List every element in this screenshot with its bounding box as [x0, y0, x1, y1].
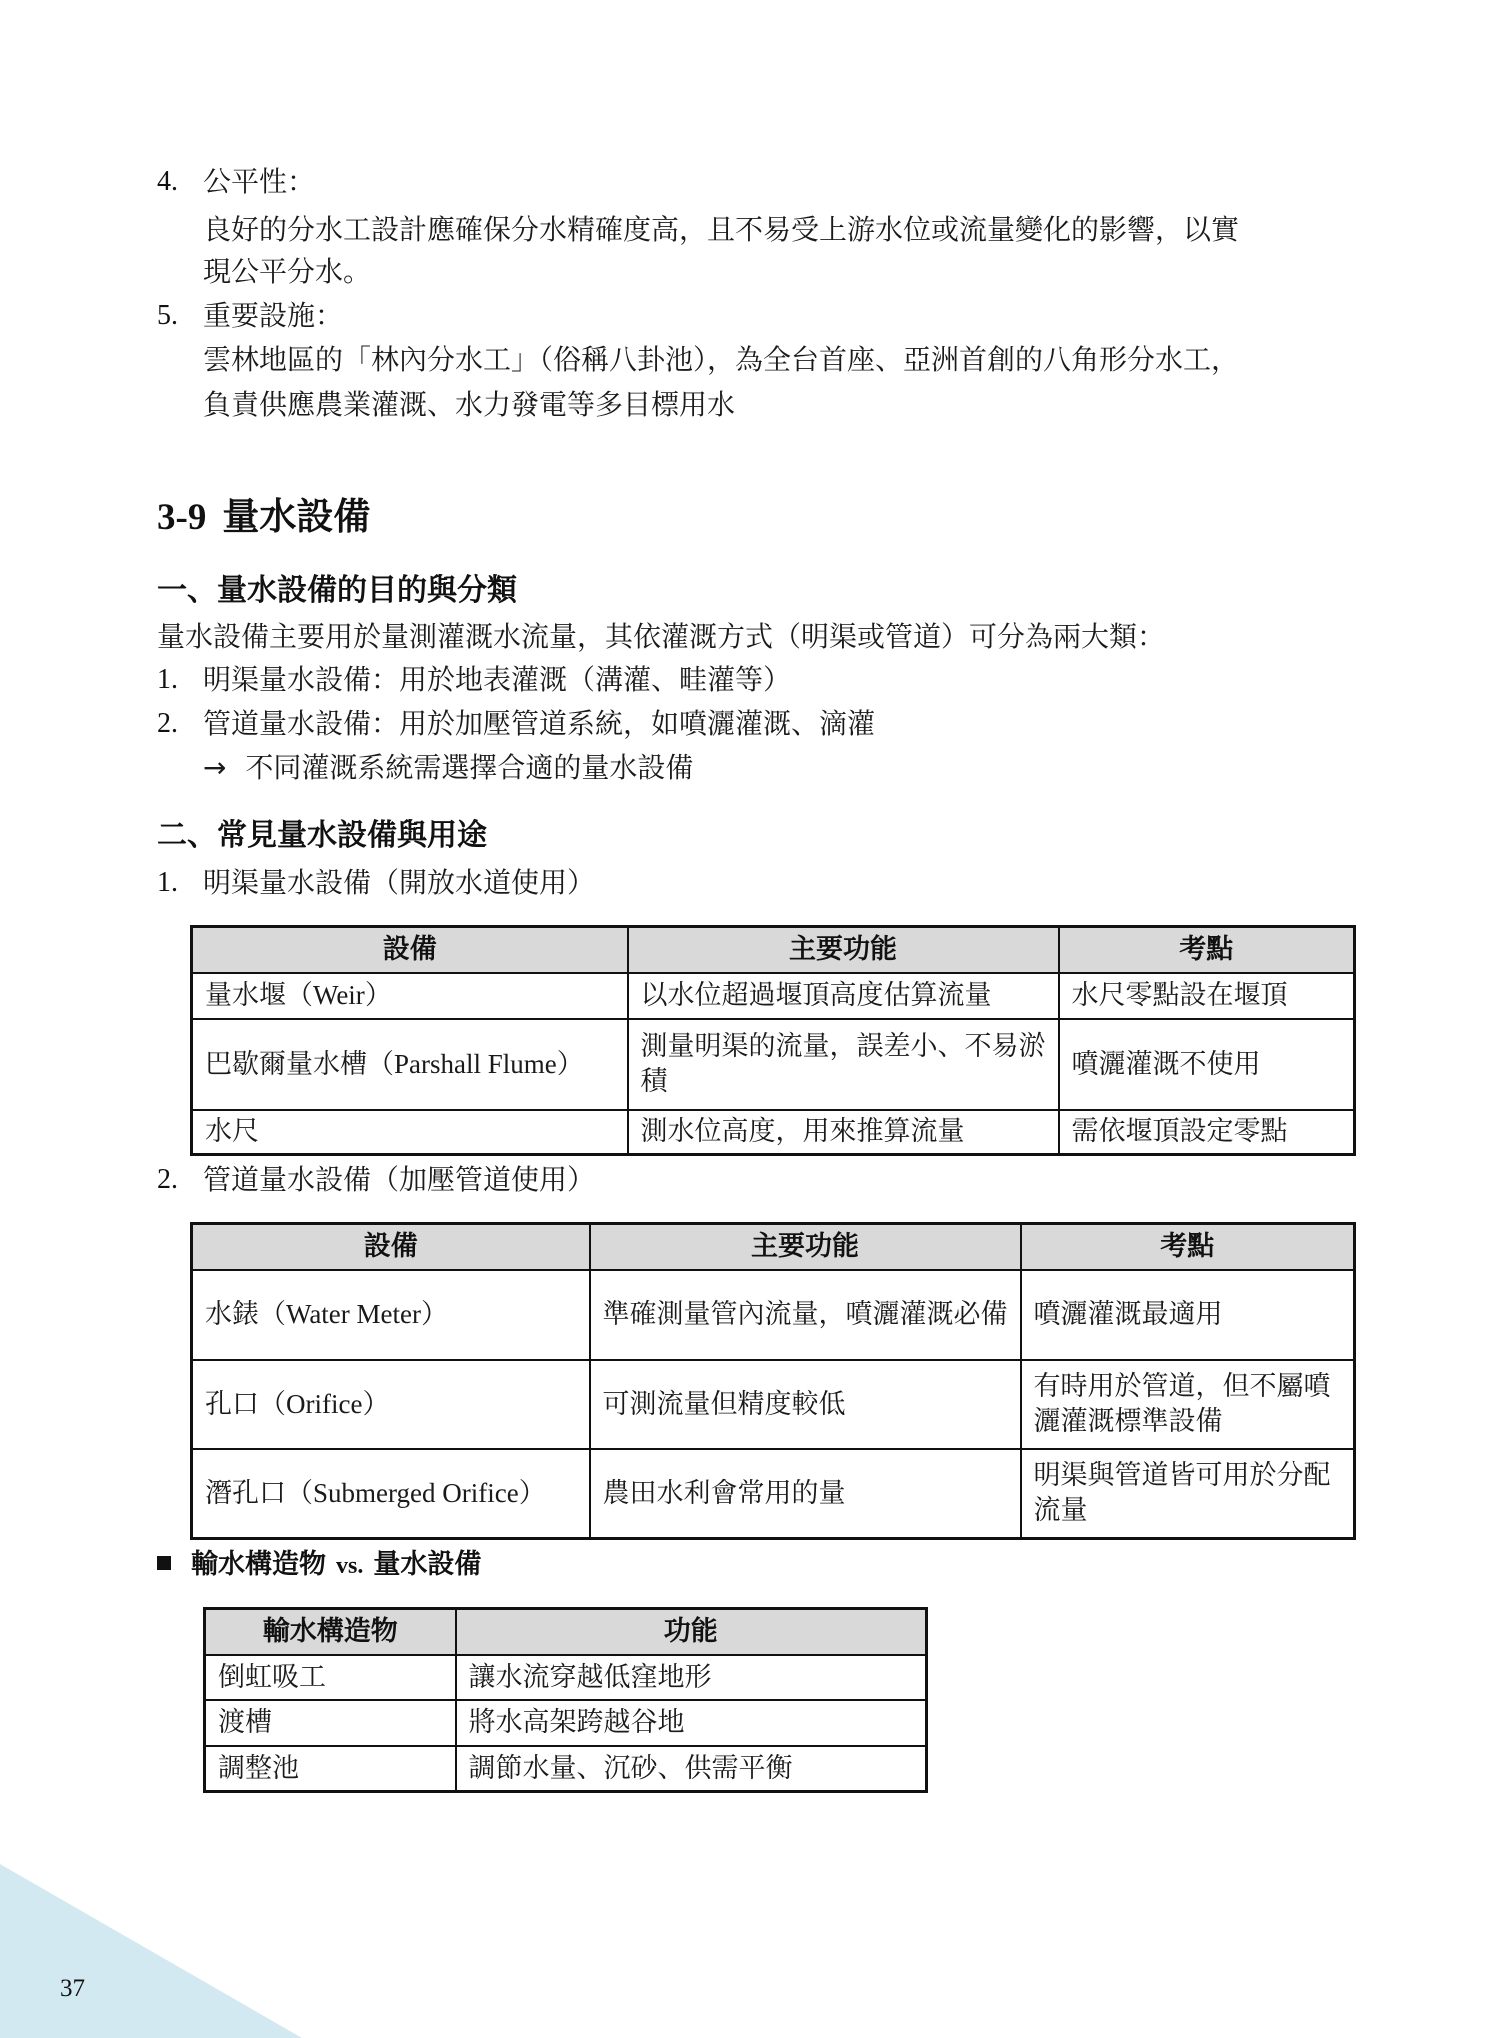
table-cell: 有時用於管道，但不屬噴灑灌溉標準設備: [1021, 1360, 1355, 1449]
table-row: [205, 1746, 927, 1792]
table-cell: 農田水利會常用的量: [590, 1449, 1021, 1539]
pipeline-table: [190, 1222, 1356, 1540]
table-row: [192, 1360, 1355, 1449]
table-header: 考點: [1021, 1224, 1355, 1270]
part2-sub1: 明渠量水設備（開放水道使用）: [203, 866, 596, 899]
table-cell: 孔口（Orifice）: [192, 1360, 590, 1449]
table-header: 設備: [192, 927, 628, 973]
table-cell: 噴灑灌溉不使用: [1059, 1019, 1355, 1110]
table-cell: 水尺: [192, 1110, 628, 1155]
table-row: [205, 1700, 927, 1746]
table-row: [192, 1019, 1355, 1110]
part2-sub2: 管道量水設備（加壓管道使用）: [203, 1163, 596, 1196]
item-number: 5.: [157, 300, 178, 331]
table-header: 主要功能: [590, 1224, 1021, 1270]
part1-heading: 一、量水設備的目的與分類: [157, 573, 517, 608]
section-number: 3-9: [157, 497, 207, 538]
table-header-row: [192, 927, 1355, 973]
table-cell: 巴歇爾量水槽（Parshall Flume）: [192, 1019, 628, 1110]
table-row: [192, 1449, 1355, 1539]
corner-triangle: [0, 1864, 302, 2038]
table-cell: 量水堰（Weir）: [192, 973, 628, 1019]
square-bullet-icon: [157, 1556, 171, 1570]
table-cell: 渡槽: [205, 1700, 456, 1746]
table-row: [192, 973, 1355, 1019]
page-number: 37: [60, 1975, 85, 2002]
open-channel-table: [190, 925, 1356, 1156]
compare-vs: vs.: [336, 1553, 364, 1579]
part1-item: 管道量水設備：用於加壓管道系統，如噴灑灌溉、滴灌: [203, 707, 876, 740]
table-cell: 將水高架跨越谷地: [456, 1700, 927, 1746]
table-cell: 調整池: [205, 1746, 456, 1792]
table-cell: 讓水流穿越低窪地形: [456, 1655, 927, 1700]
table-cell: 調節水量、沉砂、供需平衡: [456, 1746, 927, 1792]
compare-heading: [157, 1547, 481, 1584]
item-number: 2.: [157, 1164, 178, 1195]
compare-left: 輸水構造物: [191, 1549, 326, 1580]
section-heading: [157, 495, 370, 540]
item-text: 現公平分水。: [203, 255, 372, 288]
table-cell: 以水位超過堰頂高度估算流量: [628, 973, 1059, 1019]
table-cell: 測水位高度，用來推算流量: [628, 1110, 1059, 1155]
table-cell: 明渠與管道皆可用於分配流量: [1021, 1449, 1355, 1539]
table-cell: 潛孔口（Submerged Orifice）: [192, 1449, 590, 1539]
table-header: 設備: [192, 1224, 590, 1270]
table-cell: 需依堰頂設定零點: [1059, 1110, 1355, 1155]
item-title: 重要設施：: [203, 299, 344, 332]
table-header: 主要功能: [628, 927, 1059, 973]
table-header: 功能: [456, 1609, 927, 1655]
table-cell: 倒虹吸工: [205, 1655, 456, 1700]
table-header: 輸水構造物: [205, 1609, 456, 1655]
part1-item: 明渠量水設備：用於地表灌溉（溝灌、畦灌等）: [203, 663, 792, 696]
table-cell: 準確測量管內流量，噴灑灌溉必備: [590, 1270, 1021, 1360]
item-text: 雲林地區的「林內分水工」（俗稱八卦池），為全台首座、亞洲首創的八角形分水工，: [203, 343, 1240, 376]
part1-intro: 量水設備主要用於量測灌溉水流量，其依灌溉方式（明渠或管道）可分為兩大類：: [157, 620, 1166, 653]
compare-right: 量水設備: [373, 1549, 482, 1580]
table-cell: 噴灑灌溉最適用: [1021, 1270, 1355, 1360]
item-number: 1.: [157, 664, 178, 695]
table-row: [205, 1655, 927, 1700]
table-cell: 水錶（Water Meter）: [192, 1270, 590, 1360]
item-number: 4.: [157, 166, 178, 197]
item-number: 1.: [157, 867, 178, 898]
item-text: 良好的分水工設計應確保分水精確度高，且不易受上游水位或流量變化的影響，以實: [203, 213, 1240, 246]
arrow-icon: →: [203, 751, 227, 784]
item-number: 2.: [157, 708, 178, 739]
table-row: [192, 1110, 1355, 1155]
table-row: [192, 1270, 1355, 1360]
part2-heading: 二、常見量水設備與用途: [157, 818, 487, 853]
conveyance-table: [203, 1607, 928, 1793]
item-title: 公平性：: [203, 165, 316, 198]
table-header: 考點: [1059, 927, 1355, 973]
table-cell: 測量明渠的流量，誤差小、不易淤積: [628, 1019, 1059, 1110]
table-header-row: [205, 1609, 927, 1655]
note-text: 不同灌溉系統需選擇合適的量水設備: [245, 751, 694, 784]
section-title: 量水設備: [222, 495, 371, 538]
part1-note: [203, 750, 693, 786]
table-header-row: [192, 1224, 1355, 1270]
item-text: 負責供應農業灌溉、水力發電等多目標用水: [203, 388, 736, 421]
table-cell: 水尺零點設在堰頂: [1059, 973, 1355, 1019]
table-cell: 可測流量但精度較低: [590, 1360, 1021, 1449]
